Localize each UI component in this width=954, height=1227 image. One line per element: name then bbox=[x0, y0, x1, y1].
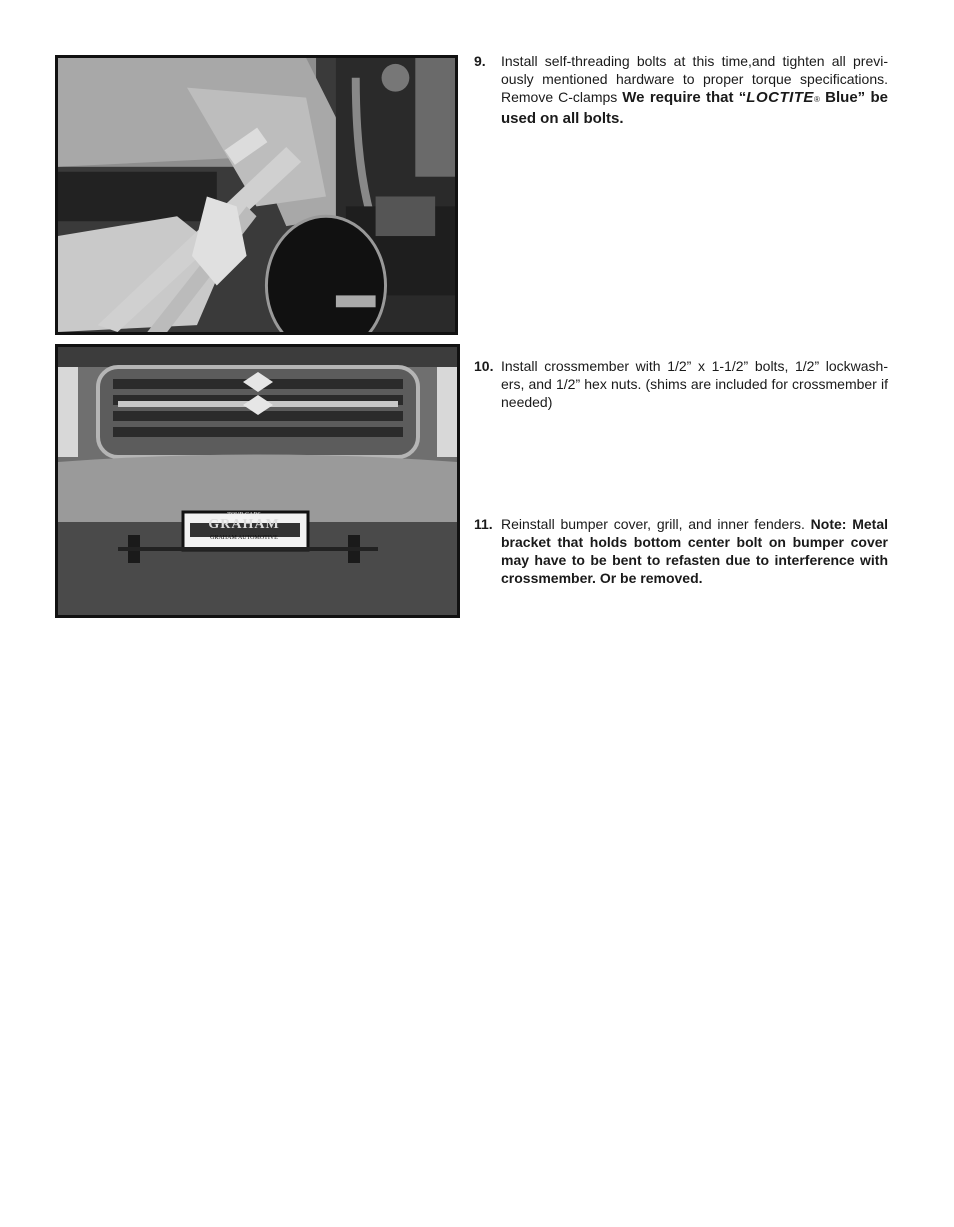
step-text: Install crossmember with 1/2” x 1-1/2” bolts, 1/2” lockwash-ers, and 1/2” hex nuts. (shims are included for crossmember if needed) bbox=[501, 358, 888, 410]
instruction-step-9 bbox=[474, 52, 888, 128]
plate-main-text: GRAHAM bbox=[208, 517, 280, 532]
step-number: 10. bbox=[474, 358, 494, 374]
plate-bottom-text: GRAHAM AUTOMOTIVE bbox=[210, 535, 278, 541]
step-text bbox=[501, 52, 888, 128]
registered-mark: ® bbox=[813, 95, 820, 104]
step-number: 11. bbox=[474, 516, 493, 532]
step-bold-text: We require that “ bbox=[622, 89, 747, 106]
step-note-text: Note: Metal bracket that holds bottom center bolt on bumper cover may have to be bent to refasten due to interference with crossmember. Or be removed. bbox=[501, 516, 889, 586]
photo-bolt-install bbox=[55, 55, 458, 335]
license-plate bbox=[183, 512, 305, 546]
step-body-text: Install self-threading bolts at this time,and tighten all previ-ously mentioned hardware to proper torque specifications. Remove C-clamps bbox=[501, 53, 888, 105]
instruction-step-11 bbox=[474, 515, 888, 587]
loctite-brand: LOCTITE bbox=[746, 89, 814, 106]
step-body-text: Reinstall bumper cover, grill, and inner fenders. bbox=[501, 516, 811, 532]
step-text bbox=[501, 515, 888, 587]
engine-bay-photo bbox=[58, 58, 455, 332]
step-bold-text-end: Blue” be used on all bolts. bbox=[501, 89, 888, 127]
instruction-step-10 bbox=[474, 357, 888, 411]
step-number: 9. bbox=[474, 53, 486, 69]
plate-top-text: TOUR CARS bbox=[227, 512, 261, 518]
vehicle-front-photo bbox=[58, 347, 457, 615]
photo-crossmember-front bbox=[55, 344, 460, 618]
